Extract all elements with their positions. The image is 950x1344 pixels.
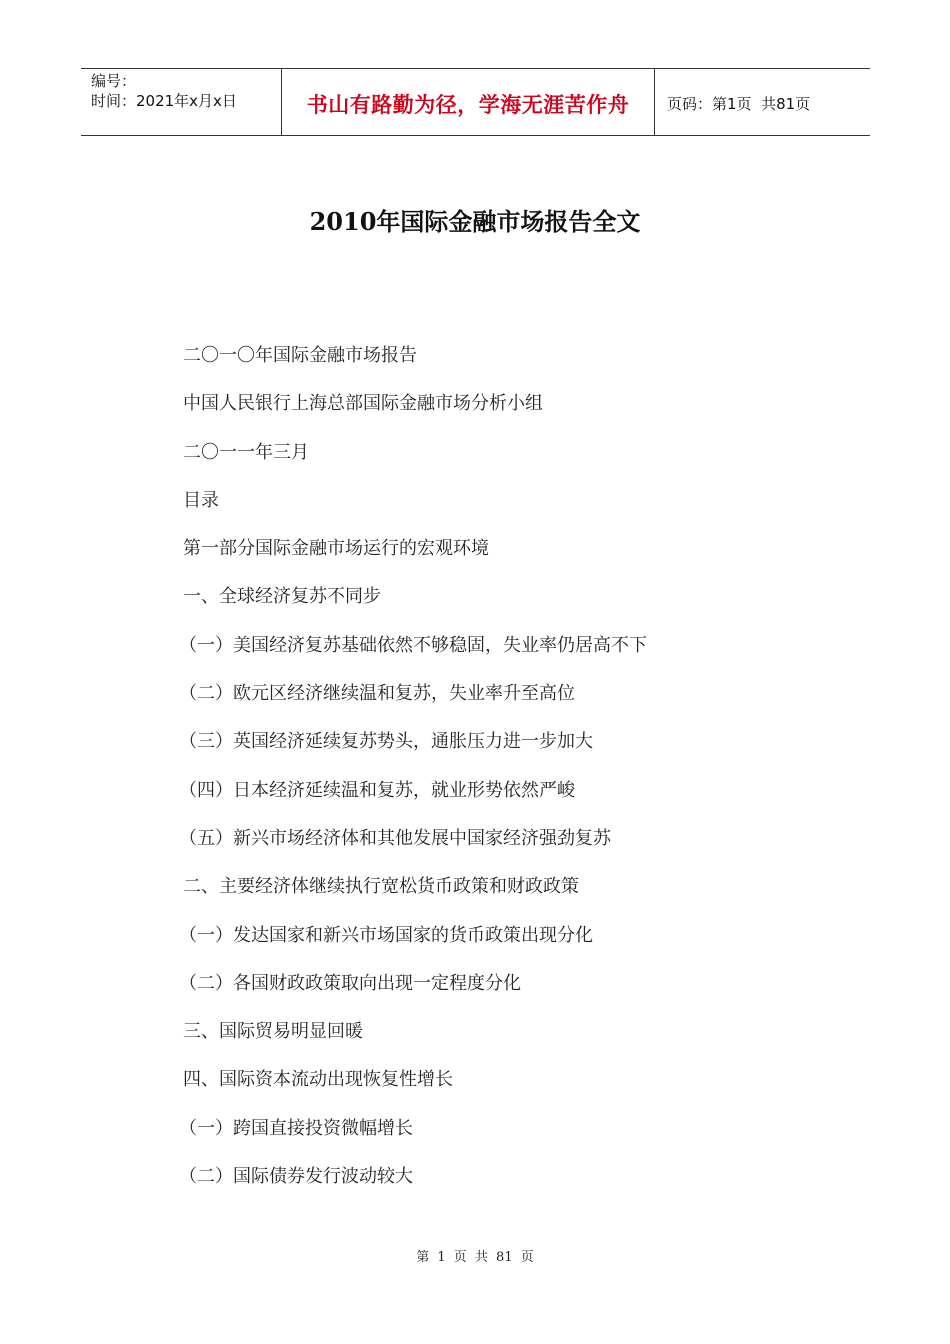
body-line: 四、国际资本流动出现恢复性增长: [183, 1069, 453, 1091]
body-line: 二〇一一年三月: [183, 441, 309, 463]
page-header: [81, 68, 870, 136]
header-meta-cell: [81, 69, 281, 135]
body-line: （一）美国经济复苏基础依然不够稳固，失业率仍居高不下: [179, 634, 647, 656]
body-line: 第一部分国际金融市场运行的宏观环境: [183, 538, 489, 560]
body-line: （二）欧元区经济继续温和复苏，失业率升至高位: [179, 683, 575, 705]
body-line: （一）跨国直接投资微幅增长: [179, 1117, 413, 1139]
document-body: [179, 342, 803, 1211]
body-line: （一）发达国家和新兴市场国家的货币政策出现分化: [179, 924, 593, 946]
body-line: 三、国际贸易明显回暖: [183, 1021, 363, 1043]
body-line: 目录: [183, 489, 219, 511]
body-line: （二）国际债券发行波动较大: [179, 1166, 413, 1188]
header-page-cell: [655, 69, 870, 135]
body-line: （四）日本经济延续温和复苏，就业形势依然严峻: [179, 779, 575, 801]
date-label: 时间：2021年x月x日: [91, 92, 237, 110]
body-line: （三）英国经济延续复苏势头，通胀压力进一步加大: [179, 731, 593, 753]
body-line: （二）各国财政政策取向出现一定程度分化: [179, 972, 521, 994]
body-line: （五）新兴市场经济体和其他发展中国家经济强劲复苏: [179, 827, 611, 849]
number-label: 编号：: [91, 72, 137, 90]
document-title: 2010年国际金融市场报告全文: [309, 207, 641, 236]
body-line: 中国人民银行上海总部国际金融市场分析小组: [183, 393, 543, 415]
body-line: 二〇一〇年国际金融市场报告: [183, 345, 417, 366]
body-line: 二、主要经济体继续执行宽松货币政策和财政政策: [183, 876, 579, 898]
page-footer: 第 1 页 共 81 页: [416, 1250, 534, 1265]
body-line: 一、全球经济复苏不同步: [183, 586, 381, 608]
motto-text: 书山有路勤为径，学海无涯苦作舟: [306, 93, 630, 117]
header-motto-cell: [281, 69, 655, 135]
page-info: 页码：第1页 共81页: [667, 94, 811, 113]
